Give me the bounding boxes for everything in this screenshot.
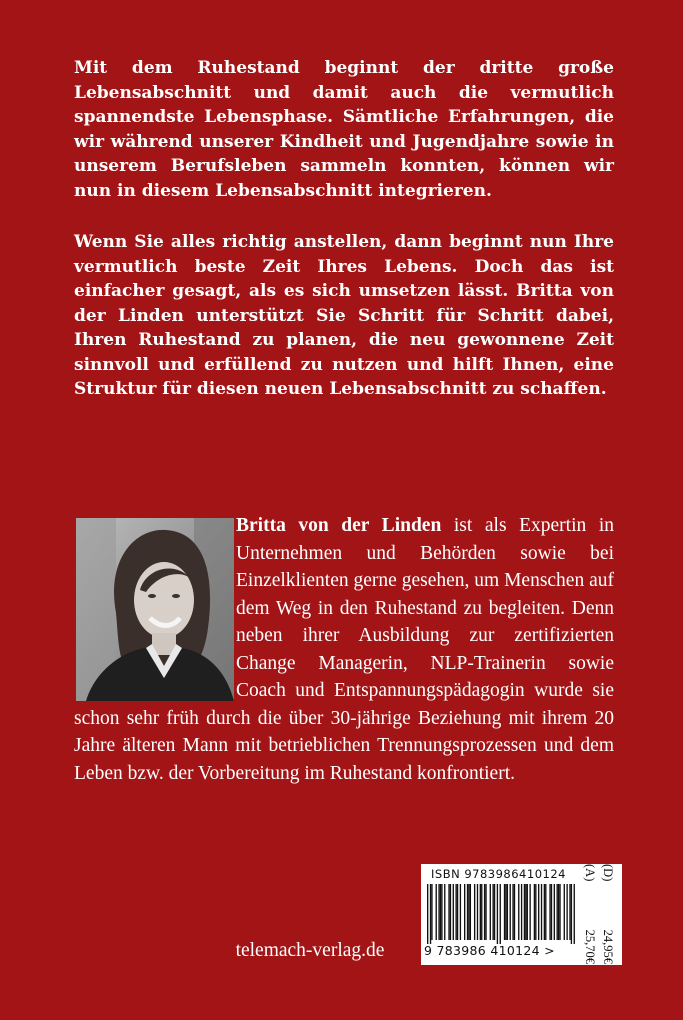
price-germany <box>597 864 615 964</box>
price-austria-country: (A) <box>583 864 597 882</box>
author-name: Britta von der Linden <box>236 515 442 536</box>
publisher-website: telemach-verlag.de <box>235 940 385 961</box>
barcode-bars <box>427 884 575 944</box>
isbn-barcode <box>421 864 622 965</box>
intro-paragraph-1: Mit dem Ruhestand beginnt der dritte große Lebensabschnitt und damit auch die vermutlich spannendste Lebensphase. Sämtliche Erfahrungen, die wir während unserer Kindheit und Jugendjahre sowie in unserem Berufsleben sammeln konnten, können wir nun in diesem Lebensabschnitt integrieren. <box>74 58 614 201</box>
price-austria <box>579 864 597 964</box>
intro-paragraph-2: Wenn Sie alles richtig anstellen, dann beginnt nun Ihre vermutlich beste Zeit Ihres Lebens. Doch das ist einfacher gesagt, als es sich umsetzen lässt. Britta von der Linden unterstützt Sie Schritt für Schritt dabei, Ihren Ruhestand zu planen, die neu gewonnene Zeit sinnvoll und erfüllend zu nutzen und hilft Ihnen, eine Struktur für diesen neuen Lebensabschnitt zu schaffen. <box>74 232 614 399</box>
barcode-digits: 9 783986 410124 > <box>424 943 555 958</box>
price-block <box>577 864 622 965</box>
author-bio-text: ist als Expertin in Unternehmen und Behörden sowie bei Einzelklienten gerne gesehen, um Menschen auf dem Weg in den Ruhestand zu begleiten. Denn neben ihrer Ausbildung zur zertifizierten Change Managerin, NLP-Trainerin sowie Coach und Entspannungspädagogin wurde sie schon sehr früh durch die über 30-jährige Beziehung mit ihrem 20 Jahre älteren Mann mit betrieblichen Trennungsprozessen und dem Leben bzw. der Vorbereitung im Ruhestand konfrontiert. <box>74 515 615 784</box>
price-germany-country: (D) <box>601 864 615 882</box>
author-bio <box>74 512 614 787</box>
price-germany-amount: 24,95€ <box>601 929 615 964</box>
price-austria-amount: 25,70€ <box>583 929 597 964</box>
isbn-label: ISBN 9783986410124 <box>431 867 566 881</box>
